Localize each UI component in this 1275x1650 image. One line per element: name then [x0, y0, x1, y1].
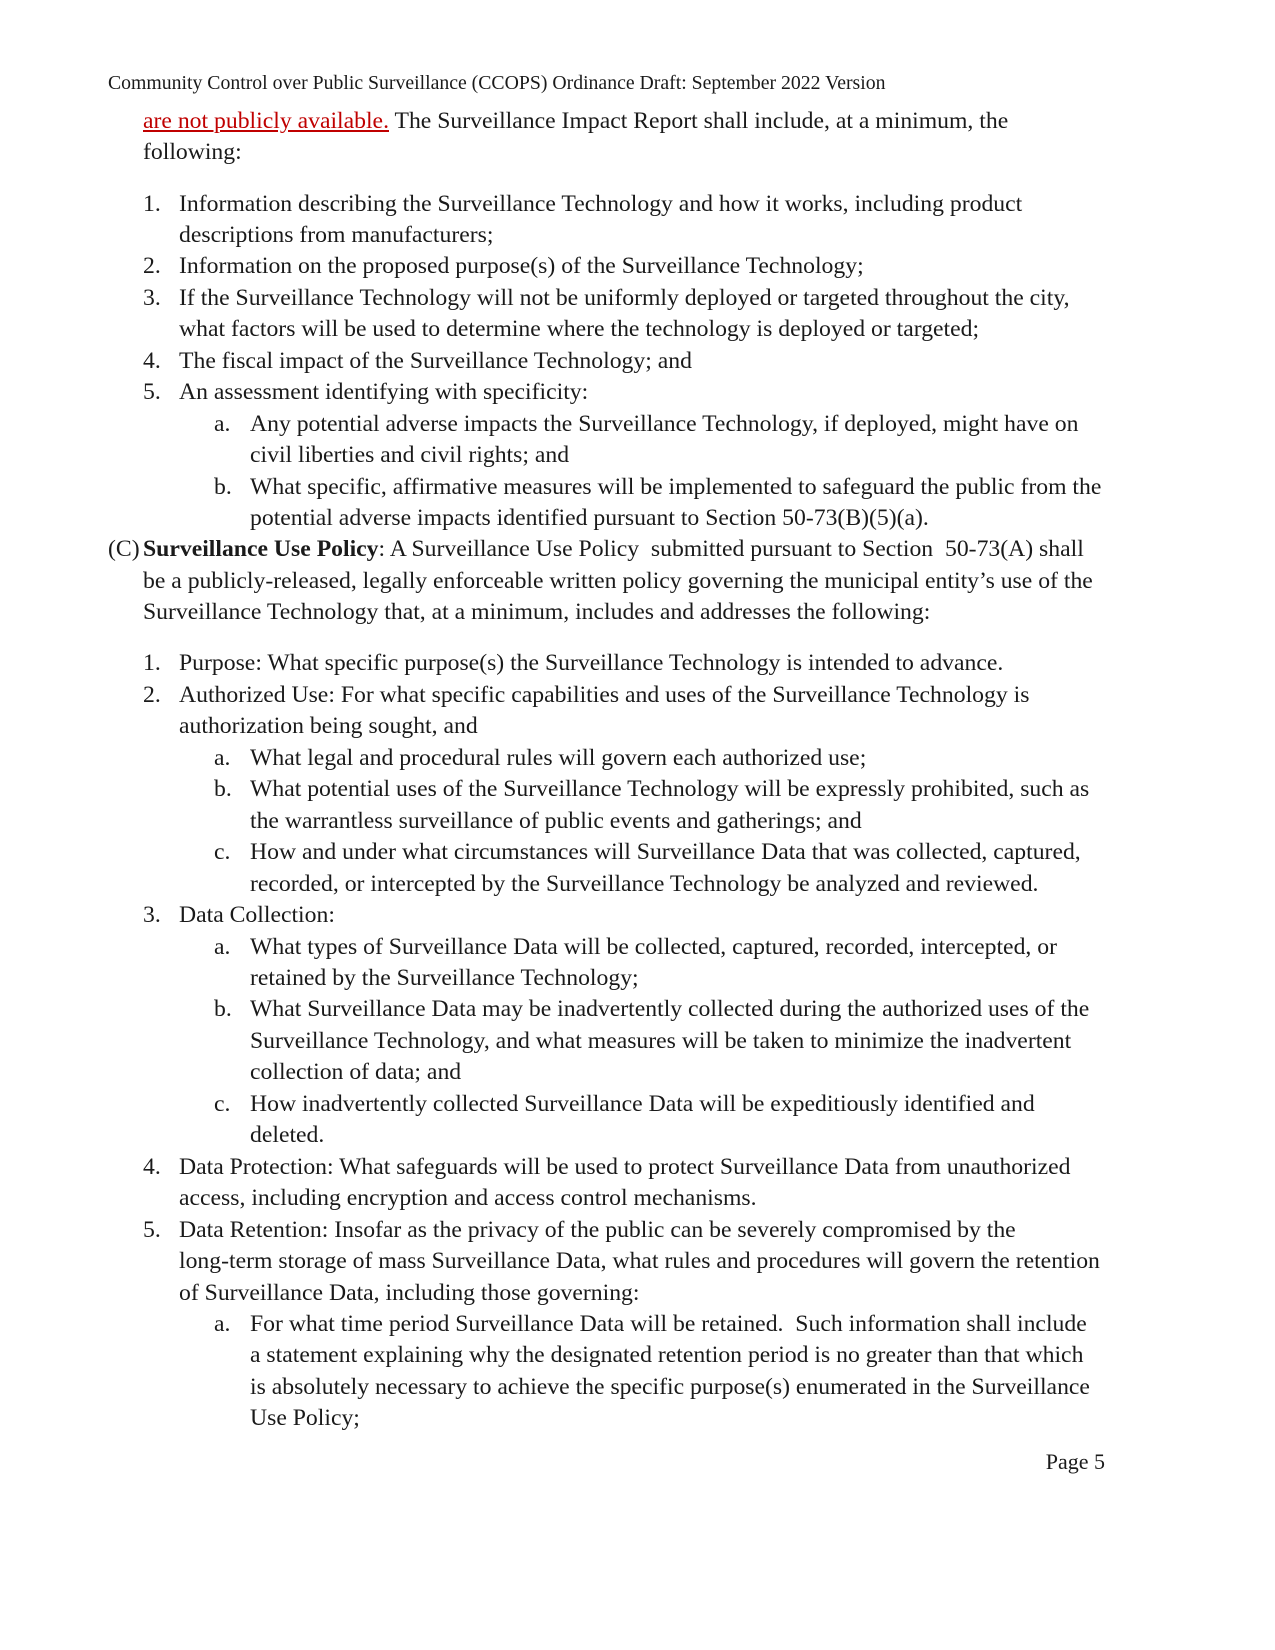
sub-list-item-text: is absolutely necessary to achieve the specific purpose(s) enumerated in the Surveillance [250, 1373, 1090, 1400]
list-number: 4. [143, 347, 161, 374]
list-number: 1. [143, 650, 161, 677]
section-c-line-text: : A Surveillance Use Policy submitted pursuant to Section 50-73(A) shall [378, 536, 1084, 563]
section-c-line [143, 534, 1275, 565]
sub-list-letter: a. [214, 744, 231, 771]
list-item [0, 251, 1275, 282]
list-item-text: what factors will be used to determine where the technology is deployed or targeted; [179, 316, 980, 343]
sub-list-item [0, 932, 1275, 995]
sub-list-letter: a. [214, 1310, 231, 1337]
list-item-text: Authorized Use: For what specific capabilities and uses of the Surveillance Technology is [179, 681, 1030, 708]
list-item [0, 648, 1275, 679]
intro-paragraph [0, 106, 1275, 169]
sub-list-item-text: a statement explaining why the designated retention period is no greater than that which [250, 1342, 1084, 1369]
sub-list-item-text: retained by the Surveillance Technology; [250, 964, 639, 991]
sub-list-item-text: recorded, or intercepted by the Surveillance Technology be analyzed and reviewed. [250, 870, 1039, 897]
sub-list-letter: a. [214, 933, 231, 960]
sub-list-letter: c. [214, 839, 231, 866]
list-item-text: Data Protection: What safeguards will be used to protect Surveillance Data from unauthorized [179, 1153, 1071, 1180]
sub-list-item-text: What specific, affirmative measures will be implemented to safeguard the public from the [250, 473, 1102, 500]
sub-list-item-text: Any potential adverse impacts the Surveillance Technology, if deployed, might have on [250, 410, 1079, 437]
sub-list-item-text: Use Policy; [250, 1405, 360, 1432]
list-item-text: Data Retention: Insofar as the privacy of the public can be severely compromised by the [179, 1216, 1016, 1243]
section-c-paragraph [0, 534, 1275, 628]
use-policy-list [0, 648, 1275, 1434]
list-item [0, 189, 1275, 252]
intro-line [143, 106, 1275, 137]
list-item-text: If the Surveillance Technology will not be uniformly deployed or targeted throughout the city, [179, 284, 1070, 311]
section-c-line: be a publicly-released, legally enforceable written policy governing the municipal entity’s use of the [143, 567, 1093, 594]
intro-line-text: The Surveillance Impact Report shall include, at a minimum, the [389, 108, 1009, 134]
list-number: 5. [143, 379, 161, 406]
sub-list-item [0, 994, 1275, 1088]
intro-line: following: [143, 139, 242, 166]
sub-list-letter: b. [214, 776, 232, 803]
section-c-line: Surveillance Technology that, at a minimum, includes and addresses the following: [143, 599, 931, 626]
list-item [0, 1215, 1275, 1309]
sub-list-item-text: What legal and procedural rules will govern each authorized use; [250, 744, 867, 771]
section-c-title: Surveillance Use Policy [143, 536, 379, 563]
page-header-title: Community Control over Public Surveillance (CCOPS) Ordinance Draft: September 2022 Version [108, 72, 886, 94]
list-item [0, 680, 1275, 743]
sub-list-item-text: How inadvertently collected Surveillance Data will be expeditiously identified and [250, 1090, 1035, 1117]
document-body [0, 106, 1275, 1435]
sub-list-item [0, 409, 1275, 472]
sub-list-item [0, 472, 1275, 535]
list-item-text: Purpose: What specific purpose(s) the Surveillance Technology is intended to advance. [179, 650, 1004, 677]
impact-report-list [0, 189, 1275, 535]
list-item-text: of Surveillance Data, including those governing: [179, 1279, 640, 1306]
sub-list-item-text: What potential uses of the Surveillance Technology will be expressly prohibited, such as [250, 776, 1090, 803]
list-item-text: An assessment identifying with specificity: [179, 379, 589, 406]
list-number: 2. [143, 681, 161, 708]
list-number: 5. [143, 1216, 161, 1243]
sub-list-item [0, 1089, 1275, 1152]
sub-list-item-text: Surveillance Technology, and what measures will be taken to minimize the inadvertent [250, 1027, 1072, 1054]
sub-list-item-text: the warrantless surveillance of public events and gatherings; and [250, 807, 862, 834]
sub-list-letter: c. [214, 1090, 231, 1117]
sub-list-item-text: civil liberties and civil rights; and [250, 442, 570, 469]
list-item [0, 900, 1275, 931]
section-c-label: (C) [108, 536, 140, 563]
sub-list-item [0, 1309, 1275, 1435]
list-item-text: access, including encryption and access control mechanisms. [179, 1185, 757, 1212]
sub-list-item-text: What Surveillance Data may be inadvertently collected during the authorized uses of the [250, 996, 1090, 1023]
list-item-text: Information on the proposed purpose(s) of the Surveillance Technology; [179, 253, 864, 280]
sub-list-item-text: How and under what circumstances will Surveillance Data that was collected, captured, [250, 839, 1081, 866]
list-item [0, 1152, 1275, 1215]
list-item-text: The fiscal impact of the Surveillance Technology; and [179, 347, 692, 374]
list-item-text: long-term storage of mass Surveillance Data, what rules and procedures will govern the retention [179, 1248, 1100, 1275]
sub-list-item [0, 774, 1275, 837]
list-item [0, 346, 1275, 377]
list-number: 3. [143, 902, 161, 929]
revision-text: are not publicly available. [143, 108, 389, 134]
list-item-text: Data Collection: [179, 902, 335, 929]
list-number: 2. [143, 253, 161, 280]
list-item-text: Information describing the Surveillance Technology and how it works, including product [179, 190, 1023, 217]
list-item [0, 377, 1275, 408]
list-item-text: descriptions from manufacturers; [179, 221, 494, 248]
sub-list-item-text: collection of data; and [250, 1059, 462, 1086]
sub-list-item [0, 743, 1275, 774]
list-item-text: authorization being sought, and [179, 713, 478, 740]
sub-list-item-text: deleted. [250, 1122, 325, 1149]
sub-list-letter: b. [214, 473, 232, 500]
sub-list-letter: a. [214, 410, 231, 437]
sub-list-letter: b. [214, 996, 232, 1023]
sub-list-item-text: For what time period Surveillance Data will be retained. Such information shall include [250, 1310, 1087, 1337]
list-number: 3. [143, 284, 161, 311]
list-number: 1. [143, 190, 161, 217]
sub-list-item-text: What types of Surveillance Data will be collected, captured, recorded, intercepted, or [250, 933, 1057, 960]
list-number: 4. [143, 1153, 161, 1180]
page-number: Page 5 [1045, 1449, 1105, 1474]
sub-list-item-text: potential adverse impacts identified pursuant to Section 50-73(B)(5)(a). [250, 505, 929, 532]
list-item [0, 283, 1275, 346]
sub-list-item [0, 837, 1275, 900]
